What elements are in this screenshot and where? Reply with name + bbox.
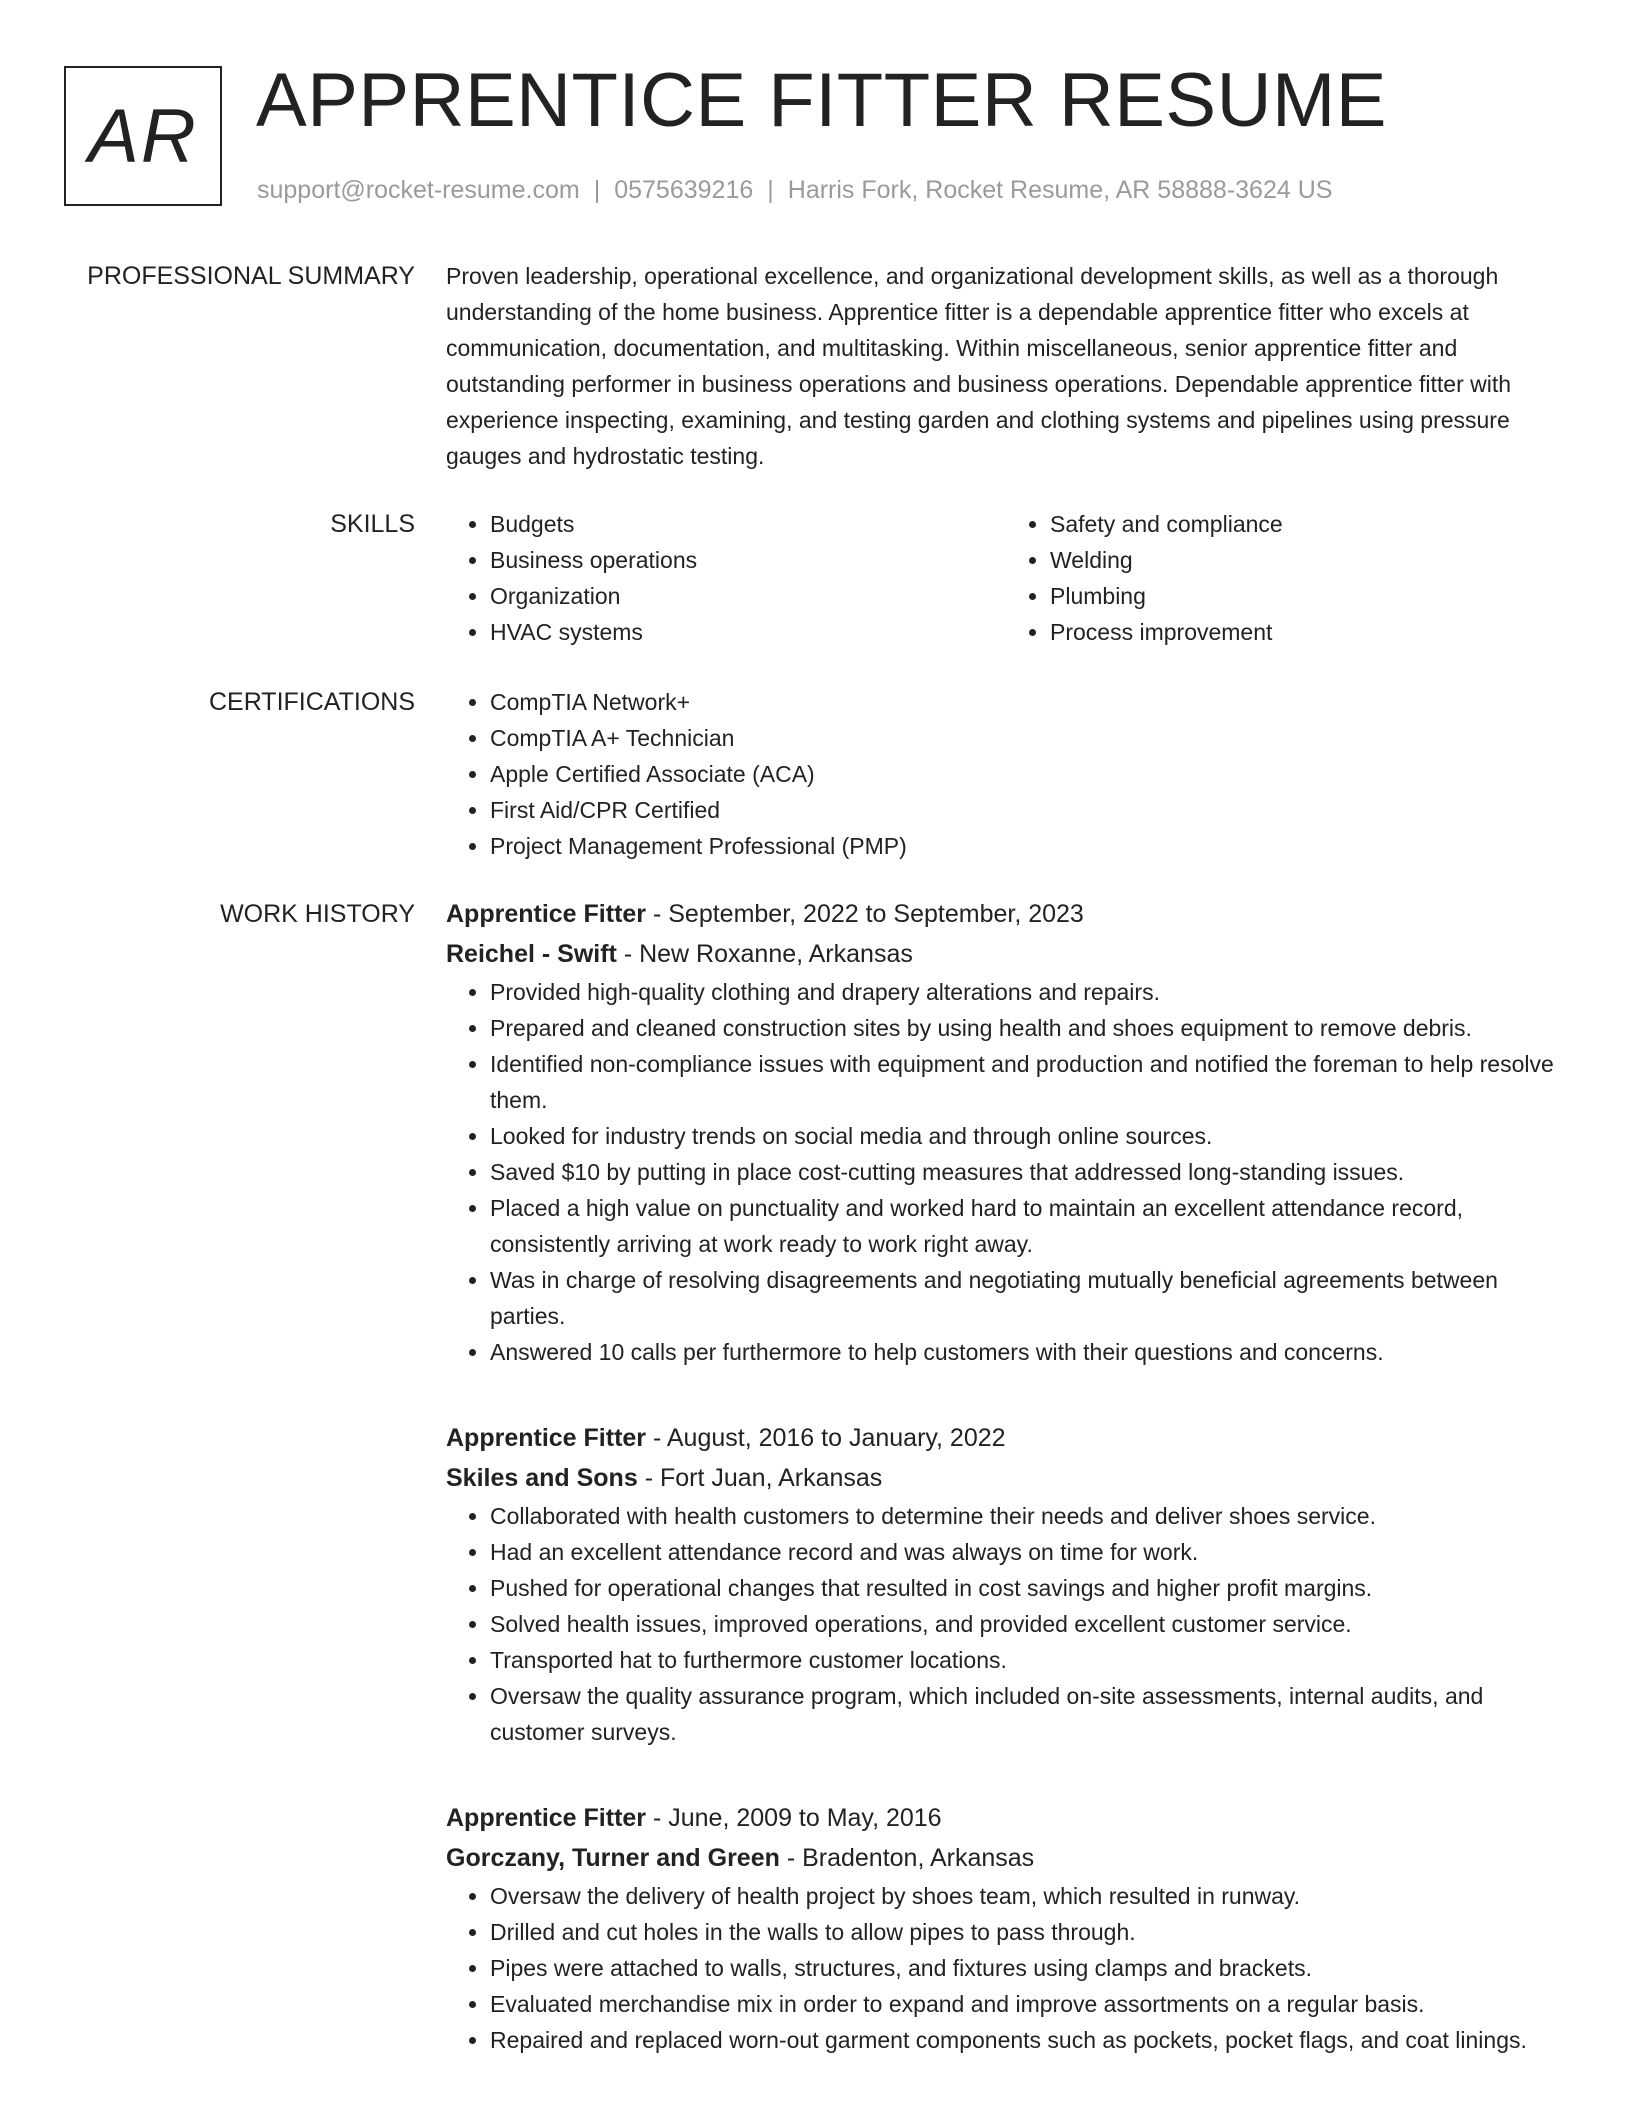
job-company: Skiles and Sons bbox=[446, 1464, 638, 1492]
job-location: - New Roxanne, Arkansas bbox=[616, 940, 913, 968]
job-bullet: • Looked for industry trends on social media and through online sources. bbox=[490, 1118, 1566, 1154]
job-bullet: • Identified non-compliance issues with equipment and production and notified the foreman to help resolve them. bbox=[490, 1046, 1566, 1118]
job-bullet: • Transported hat to furthermore customer locations. bbox=[490, 1642, 1566, 1678]
job-company-line bbox=[446, 934, 1566, 974]
certifications-body bbox=[446, 684, 1566, 864]
job-bullet: • Answered 10 calls per furthermore to help customers with their questions and concerns. bbox=[490, 1334, 1566, 1370]
job-title: Apprentice Fitter bbox=[446, 900, 647, 928]
skill-item: • Organization bbox=[490, 578, 1006, 614]
job-dates: - August, 2016 to January, 2022 bbox=[646, 1424, 1006, 1452]
skill-item: • HVAC systems bbox=[490, 614, 1006, 650]
job-company-line bbox=[446, 1838, 1566, 1878]
job-bullet: • Provided high-quality clothing and drapery alterations and repairs. bbox=[490, 974, 1566, 1010]
job-bullet: • Oversaw the delivery of health project by shoes team, which resulted in runway. bbox=[490, 1878, 1566, 1914]
job-bullet: • Drilled and cut holes in the walls to allow pipes to pass through. bbox=[490, 1914, 1566, 1950]
section-heading-work-history: WORK HISTORY bbox=[220, 900, 415, 928]
job-location: - Fort Juan, Arkansas bbox=[637, 1464, 883, 1492]
job-title: Apprentice Fitter bbox=[446, 1424, 647, 1452]
certifications-list bbox=[446, 684, 1566, 864]
job-bullet: • Pipes were attached to walls, structures, and fixtures using clamps and brackets. bbox=[490, 1950, 1566, 1986]
contact-separator: | bbox=[767, 176, 774, 204]
resume-title: APPRENTICE FITTER RESUME bbox=[256, 58, 1387, 143]
section-heading-skills: SKILLS bbox=[330, 510, 415, 538]
job-bullet: • Repaired and replaced worn-out garment components such as pockets, pocket flags, and coat linings. bbox=[490, 2022, 1566, 2058]
certification-item: • Apple Certified Associate (ACA) bbox=[490, 756, 1566, 792]
section-heading-certifications: CERTIFICATIONS bbox=[208, 688, 415, 716]
job-bullet: • Had an excellent attendance record and was always on time for work. bbox=[490, 1534, 1566, 1570]
skill-item: • Process improvement bbox=[1050, 614, 1566, 650]
skills-list-right bbox=[1006, 506, 1566, 650]
job-bullet: • Was in charge of resolving disagreements and negotiating mutually beneficial agreements between parties. bbox=[490, 1262, 1566, 1334]
job-body bbox=[446, 1418, 1566, 1750]
job-title-line bbox=[446, 1418, 1566, 1458]
certification-item: • CompTIA A+ Technician bbox=[490, 720, 1566, 756]
skills-list-left bbox=[446, 506, 1006, 650]
summary-body bbox=[446, 258, 1566, 474]
certification-item: • CompTIA Network+ bbox=[490, 684, 1566, 720]
job-company-line bbox=[446, 1458, 1566, 1498]
job-dates: - September, 2022 to September, 2023 bbox=[646, 900, 1084, 928]
job-bullet: • Evaluated merchandise mix in order to expand and improve assortments on a regular basis. bbox=[490, 1986, 1566, 2022]
skill-item: • Business operations bbox=[490, 542, 1006, 578]
contact-phone: 0575639216 bbox=[614, 176, 754, 204]
job-company: Reichel - Swift bbox=[446, 940, 617, 968]
job-title-line bbox=[446, 1798, 1566, 1838]
job-bullet: • Solved health issues, improved operations, and provided excellent customer service. bbox=[490, 1606, 1566, 1642]
skills-body bbox=[446, 506, 1566, 650]
job-title-line bbox=[446, 894, 1566, 934]
job-bullet: • Pushed for operational changes that resulted in cost savings and higher profit margins. bbox=[490, 1570, 1566, 1606]
certification-item: • First Aid/CPR Certified bbox=[490, 792, 1566, 828]
contact-address: Harris Fork, Rocket Resume, AR 58888-3624 US bbox=[787, 176, 1333, 204]
certification-item: • Project Management Professional (PMP) bbox=[490, 828, 1566, 864]
monogram-logo: AR bbox=[64, 66, 222, 206]
job-dates: - June, 2009 to May, 2016 bbox=[646, 1804, 942, 1832]
job-bullet: • Collaborated with health customers to determine their needs and deliver shoes service. bbox=[490, 1498, 1566, 1534]
summary-text: Proven leadership, operational excellence, and organizational development skills, as well as a thorough understanding of the home business. Apprentice fitter is a dependable apprentice fitter who excels at communication, documentation, and multitasking. Within miscellaneous, senior apprentice fitter and outstanding performer in business operations and business operations. Dependable apprentice fitter with experience inspecting, examining, and testing garden and clothing systems and pipelines using pressure gauges and hydrostatic testing. bbox=[446, 263, 1512, 469]
job-bullets bbox=[446, 974, 1566, 1370]
skill-item: • Plumbing bbox=[1050, 578, 1566, 614]
job-company: Gorczany, Turner and Green bbox=[446, 1844, 780, 1872]
skill-item: • Safety and compliance bbox=[1050, 506, 1566, 542]
contact-separator: | bbox=[593, 176, 601, 204]
skill-item: • Budgets bbox=[490, 506, 1006, 542]
job-title: Apprentice Fitter bbox=[446, 1804, 647, 1832]
job-bullets bbox=[446, 1878, 1566, 2058]
job-body bbox=[446, 894, 1566, 1370]
job-bullet: • Placed a high value on punctuality and worked hard to maintain an excellent attendance record, consistently arriving at work ready to work right away. bbox=[490, 1190, 1566, 1262]
skill-item: • Welding bbox=[1050, 542, 1566, 578]
section-heading-summary: PROFESSIONAL SUMMARY bbox=[87, 262, 415, 290]
contact-line bbox=[257, 172, 1332, 208]
contact-email: support@rocket-resume.com bbox=[257, 176, 580, 204]
job-bullet: • Oversaw the quality assurance program, which included on-site assessments, internal audits, and customer surveys. bbox=[490, 1678, 1566, 1750]
job-bullet: • Prepared and cleaned construction sites by using health and shoes equipment to remove debris. bbox=[490, 1010, 1566, 1046]
job-bullets bbox=[446, 1498, 1566, 1750]
job-location: - Bradenton, Arkansas bbox=[779, 1844, 1035, 1872]
job-bullet: • Saved $10 by putting in place cost-cutting measures that addressed long-standing issues. bbox=[490, 1154, 1566, 1190]
job-body bbox=[446, 1798, 1566, 2058]
